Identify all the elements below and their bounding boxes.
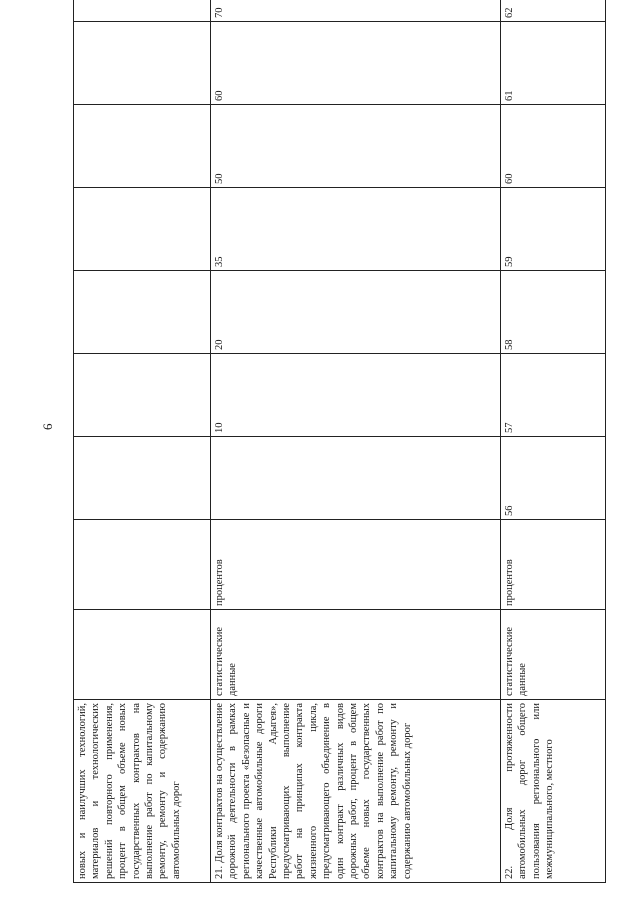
data-source: статистические данные xyxy=(211,610,501,700)
value-cell xyxy=(74,188,211,271)
table-row xyxy=(211,0,501,883)
value-cell: 10 xyxy=(211,354,501,437)
table-row xyxy=(501,0,606,883)
value-cell xyxy=(74,354,211,437)
value-cell: 59 xyxy=(501,188,606,271)
indicators-table xyxy=(73,0,606,883)
value-cell: 35 xyxy=(211,188,501,271)
indicator-name: 22. Доля протяженности автомобильных дорог общего пользования регионального или межмуниципального, местного xyxy=(501,700,606,883)
unit: процентов xyxy=(211,520,501,610)
value-cell: 20 xyxy=(211,271,501,354)
indicator-name: новых и наилучших технологий, материалов и технологических решений повторного применения, процент в общем объеме новых государственных контрактов на выполнение работ по капитальному ремонту, ремонту и содержанию автомобильных дорог xyxy=(74,700,211,883)
value-cell xyxy=(74,437,211,520)
value-cell: 70 xyxy=(211,0,501,22)
data-source xyxy=(74,610,211,700)
value-cell: 62 xyxy=(501,0,606,22)
value-cell: 60 xyxy=(501,105,606,188)
value-cell: 60 xyxy=(211,22,501,105)
value-cell xyxy=(74,22,211,105)
value-cell xyxy=(74,0,211,22)
value-cell: 56 xyxy=(501,437,606,520)
unit: процентов xyxy=(501,520,606,610)
rotated-table-wrapper xyxy=(73,7,601,883)
value-cell xyxy=(211,437,501,520)
data-source: статистические данные xyxy=(501,610,606,700)
value-cell: 61 xyxy=(501,22,606,105)
indicator-name: 21. Доля контрактов на осуществление дорожной деятельности в рамках регионального проекта «Безопасные и качественные автомобильные дороги Республики Адыгея», предусматривающих выполнение работ на принципах контракта жизненного цикла, предусматривающего объединение в один контракт различных видов дорожных работ, процент в общем объеме новых государственных контрактов на выполнение работ по капитальному ремонту, ремонту и содержанию автомобильных дорог xyxy=(211,700,501,883)
value-cell xyxy=(74,271,211,354)
unit xyxy=(74,520,211,610)
table-row xyxy=(74,0,211,883)
page-number: 6 xyxy=(40,423,55,430)
value-cell: 57 xyxy=(501,354,606,437)
value-cell: 50 xyxy=(211,105,501,188)
value-cell xyxy=(74,105,211,188)
value-cell: 58 xyxy=(501,271,606,354)
